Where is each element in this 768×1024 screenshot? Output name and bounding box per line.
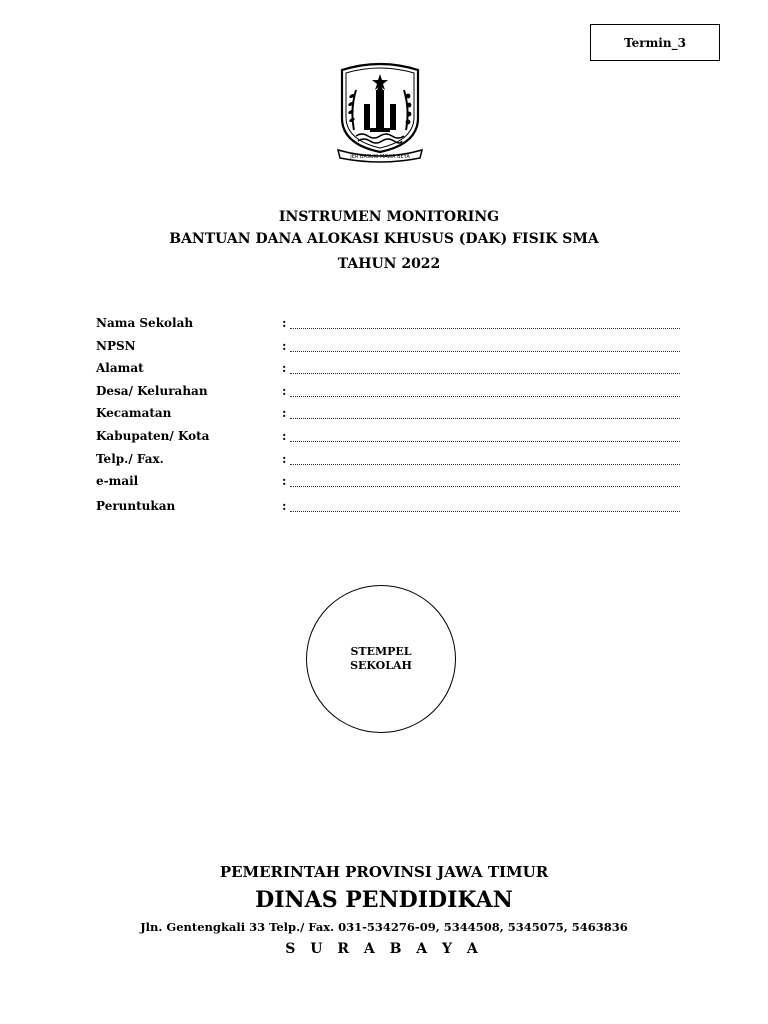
document-title xyxy=(0,206,768,275)
form-row-npsn xyxy=(96,337,686,360)
form-row-nama-sekolah xyxy=(96,314,686,337)
field-fill-line[interactable] xyxy=(290,351,680,352)
field-fill-line[interactable] xyxy=(290,418,680,419)
stamp-line-1: STEMPEL xyxy=(350,645,412,658)
field-fill-line[interactable] xyxy=(290,511,680,512)
emblem-motto: JER BASUKI MAWA BEYA xyxy=(350,154,410,160)
field-label: NPSN xyxy=(96,338,136,353)
form-row-peruntukan xyxy=(96,497,686,520)
identity-form xyxy=(96,314,686,519)
government-name: PEMERINTAH PROVINSI JAWA TIMUR xyxy=(219,863,549,881)
form-row-kecamatan xyxy=(96,404,686,427)
title-line-1: INSTRUMEN MONITORING xyxy=(278,209,500,225)
form-row-telp-fax xyxy=(96,450,686,473)
field-colon: : xyxy=(282,316,287,330)
stamp-line-2: SEKOLAH xyxy=(350,659,412,672)
form-row-desa-kelurahan xyxy=(96,382,686,405)
field-colon: : xyxy=(282,451,287,466)
field-label: Telp./ Fax. xyxy=(96,451,164,466)
field-colon: : xyxy=(282,498,287,513)
field-label: Kabupaten/ Kota xyxy=(96,428,210,443)
form-row-alamat xyxy=(96,359,686,382)
field-colon: : xyxy=(282,406,287,421)
department-address: Jln. Gentengkali 33 Telp./ Fax. 031-534276-09, 5344508, 5345075, 5463836 xyxy=(140,920,628,934)
field-fill-line[interactable] xyxy=(290,441,680,442)
field-colon: : xyxy=(282,361,287,376)
field-label: Alamat xyxy=(96,361,144,376)
school-stamp-circle xyxy=(306,585,456,733)
title-line-3: TAHUN 2022 xyxy=(337,256,441,272)
letterhead-footer xyxy=(0,860,768,960)
field-fill-line[interactable] xyxy=(290,486,680,487)
termin-box xyxy=(590,24,720,61)
title-line-2: BANTUAN DANA ALOKASI KHUSUS (DAK) FISIK SMA xyxy=(169,231,599,247)
department-name: DINAS PENDIDIKAN xyxy=(255,887,513,913)
field-label: Desa/ Kelurahan xyxy=(96,383,208,398)
termin-label: Termin_3 xyxy=(624,35,686,50)
field-label: Peruntukan xyxy=(96,498,176,513)
field-fill-line[interactable] xyxy=(290,328,680,329)
field-label: Nama Sekolah xyxy=(96,316,194,330)
form-row-email xyxy=(96,472,686,495)
field-colon: : xyxy=(282,383,287,398)
field-colon: : xyxy=(282,338,287,353)
city-name: S U R A B A Y A xyxy=(285,941,483,957)
form-row-kabupaten-kota xyxy=(96,427,686,450)
east-java-coat-of-arms-icon xyxy=(336,60,424,164)
field-fill-line[interactable] xyxy=(290,464,680,465)
field-label: Kecamatan xyxy=(96,406,172,421)
field-colon: : xyxy=(282,474,287,489)
field-colon: : xyxy=(282,428,287,443)
field-label: e-mail xyxy=(96,474,139,489)
field-fill-line[interactable] xyxy=(290,396,680,397)
field-fill-line[interactable] xyxy=(290,373,680,374)
